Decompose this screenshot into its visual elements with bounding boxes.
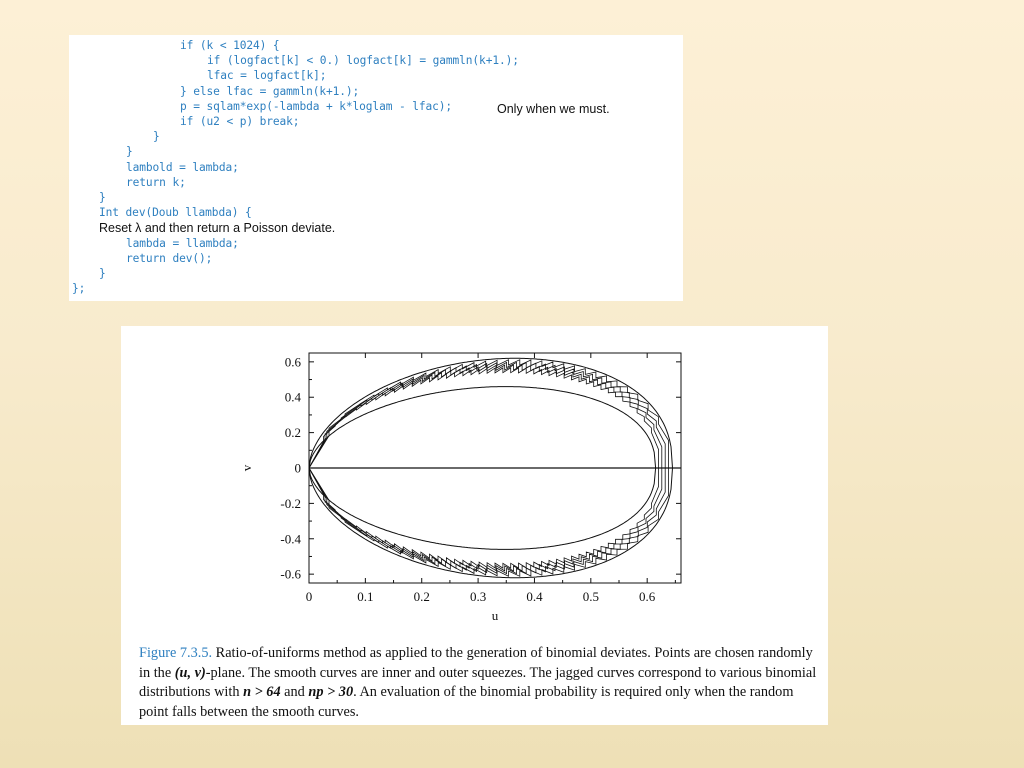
inline-comment: Only when we must. bbox=[497, 102, 610, 116]
x-axis-label: u bbox=[491, 608, 499, 623]
code-line: } bbox=[99, 267, 106, 280]
figure-panel bbox=[121, 326, 828, 725]
code-line: } bbox=[99, 191, 106, 204]
x-tick-label: 0.5 bbox=[582, 589, 599, 604]
code-line: } bbox=[153, 130, 160, 144]
x-tick-label: 0.3 bbox=[469, 589, 487, 604]
y-tick-label: -0.6 bbox=[280, 566, 301, 582]
code-line: lambold = lambda; bbox=[126, 160, 239, 174]
y-tick-label: 0.2 bbox=[284, 425, 301, 441]
code-line: } bbox=[126, 145, 133, 159]
y-tick-label: -0.4 bbox=[280, 531, 301, 547]
caption-math-n: n > 64 bbox=[243, 684, 281, 701]
x-tick-label: 0.1 bbox=[357, 589, 374, 604]
caption-label: Figure 7.3.5. bbox=[139, 645, 213, 661]
code-line: if (logfact[k] < 0.) logfact[k] = gammln(k+1.); bbox=[207, 54, 519, 68]
caption-text-1: Ratio-of-uniforms method as applied to the generation of binomial deviates. Points are chosen randomly in the bbox=[139, 645, 813, 681]
code-line: return k; bbox=[126, 175, 186, 189]
jagged-curve-upper bbox=[309, 365, 662, 468]
caption-math-np: np > 30 bbox=[308, 684, 354, 701]
caption-text-4: . An evaluation of the binomial probability is required only when the random point falls between the smooth curves. bbox=[139, 684, 794, 720]
jagged-curve-lower bbox=[309, 468, 662, 571]
caption-math-uv: (u, v) bbox=[174, 664, 206, 681]
code-line: if (k < 1024) { bbox=[180, 39, 280, 52]
code-line: Int dev(Doub llambda) { bbox=[99, 206, 252, 220]
code-line: } else lfac = gammln(k+1.); bbox=[180, 84, 360, 98]
x-tick-label: 0.4 bbox=[526, 589, 543, 604]
code-line: return dev(); bbox=[126, 251, 213, 265]
code-line: }; bbox=[72, 282, 86, 296]
code-listing bbox=[69, 35, 683, 301]
code-line: lfac = logfact[k]; bbox=[207, 69, 327, 83]
y-tick-label: 0.6 bbox=[284, 354, 301, 370]
code-line: p = sqlam*exp(-lambda + k*loglam - lfac); bbox=[180, 99, 453, 113]
jagged-curve-lower bbox=[309, 468, 669, 576]
code-line: lambda = llambda; bbox=[126, 236, 239, 250]
x-tick-label: 0.6 bbox=[639, 589, 656, 604]
x-tick-label: 0 bbox=[305, 589, 313, 604]
code-line: if (u2 < p) break; bbox=[180, 115, 300, 128]
y-tick-label: -0.2 bbox=[280, 495, 301, 511]
y-tick-label: 0.4 bbox=[284, 389, 301, 405]
ratio-of-uniforms-chart bbox=[121, 326, 828, 636]
figure-caption bbox=[139, 644, 819, 722]
y-axis-label: v bbox=[239, 464, 254, 472]
code-comment-line: Reset λ and then return a Poisson deviate. bbox=[99, 221, 336, 236]
jagged-curve-upper bbox=[309, 360, 669, 468]
caption-text-3: and bbox=[280, 684, 309, 701]
caption-text-2: -plane. The smooth curves are inner and outer squeezes. The jagged curves correspond to various binomial distributions with bbox=[139, 664, 817, 701]
y-tick-label: 0 bbox=[294, 460, 301, 476]
x-tick-label: 0.2 bbox=[413, 589, 430, 604]
